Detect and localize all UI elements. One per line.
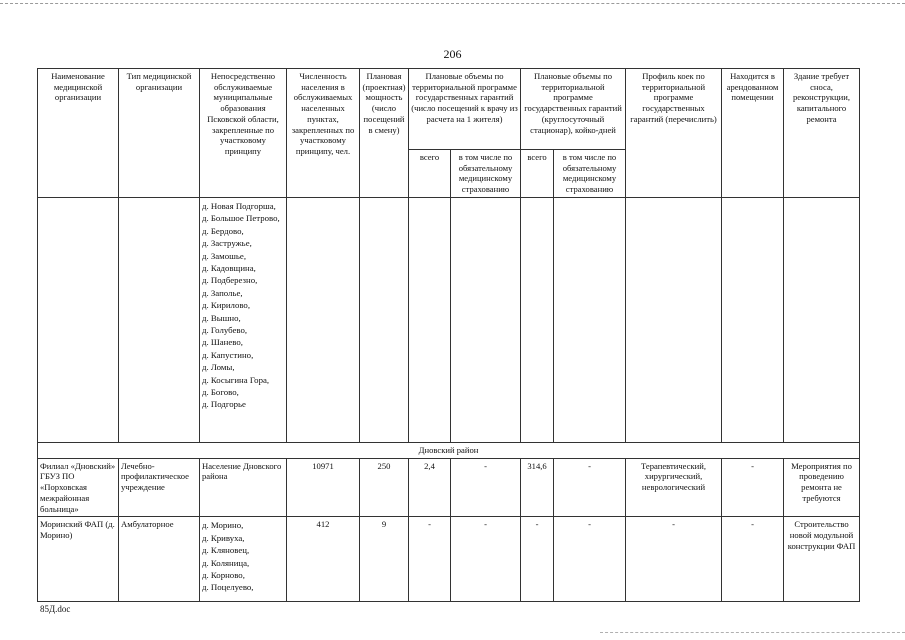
header-inpatient: Плановые объемы по территориальной программе государственных гарантий (круглосуточный стационар), койко-дней <box>521 69 626 150</box>
village-item: д. Бердово, <box>202 225 244 236</box>
village-item: д. Вышно, <box>202 312 241 323</box>
org-type: Амбулаторное <box>119 517 200 602</box>
served-area: Население Дновского района <box>200 458 287 517</box>
village-item: д. Морино, <box>202 520 244 531</box>
region-name: Дновский район <box>38 442 860 458</box>
org-name: Филиал «Дновский» ГБУЗ ПО «Порховская межрайонная больница» <box>38 458 119 517</box>
village-item: д. Поцелуево, <box>202 582 254 593</box>
visits-oms: - <box>451 458 521 517</box>
village-item: д. Подгорье <box>202 399 246 410</box>
village-item: д. Большое Петрово, <box>202 213 280 224</box>
header-leased: Находится в арендованном помещении <box>722 69 784 198</box>
header-inpatient-total: всего <box>521 150 554 198</box>
header-repair: Здание требует сноса, реконструкции, капитального ремонта <box>784 69 860 198</box>
header-org-name: Наименование медицинской организации <box>38 69 119 198</box>
medical-organizations-table <box>37 68 860 602</box>
village-list <box>202 200 284 411</box>
header-inpatient-oms: в том числе по обязательному медицинскому страхованию <box>554 150 626 198</box>
page-number: 206 <box>443 47 462 61</box>
village-item: д. Богово, <box>202 387 239 398</box>
leased-value: - <box>722 517 784 602</box>
village-item: д. Кирилово, <box>202 300 251 311</box>
visits-oms: - <box>451 517 521 602</box>
bed-profile: - <box>626 517 722 602</box>
population-value: 10971 <box>287 458 360 517</box>
scan-edge-top <box>0 3 905 5</box>
population-value: 412 <box>287 517 360 602</box>
capacity-value: 250 <box>360 458 409 517</box>
repair-value: Строительство новой модульной конструкции ФАП <box>784 517 860 602</box>
village-item: д. Корново, <box>202 569 245 580</box>
header-municipalities: Непосредственно обслуживаемые муниципальные образования Псковской области, закрепленные по участковому принципу <box>200 69 287 198</box>
beds-oms: - <box>554 458 626 517</box>
village-item: д. Замошье, <box>202 250 247 261</box>
village-item: д. Кривуха, <box>202 532 245 543</box>
village-item: д. Новая Подгорша, <box>202 200 276 211</box>
header-outpatient-total: всего <box>409 150 451 198</box>
village-item: д. Заполье, <box>202 287 243 298</box>
header-capacity: Плановая (проектная) мощность (число посещений в смену) <box>360 69 409 198</box>
leased-value: - <box>722 458 784 517</box>
visits-total: - <box>409 517 451 602</box>
table-row <box>38 458 860 517</box>
beds-oms: - <box>554 517 626 602</box>
village-item: д. Подберезно, <box>202 275 258 286</box>
village-item: д. Капустино, <box>202 349 254 360</box>
header-bed-profile: Профиль коек по территориальной программе государственных гарантий (перечислить) <box>626 69 722 198</box>
bed-profile: Терапевтический, хирургический, неврологический <box>626 458 722 517</box>
header-row-1 <box>38 69 860 150</box>
beds-total: 314,6 <box>521 458 554 517</box>
served-villages-cell <box>200 517 287 602</box>
village-item: д. Застружье, <box>202 238 252 249</box>
header-population: Численность населения в обслуживаемых населенных пунктах, закрепленных по участковому принципу, чел. <box>287 69 360 198</box>
village-item: д. Голубево, <box>202 325 248 335</box>
village-item: д. Кляновец, <box>202 545 250 556</box>
village-item: д. Кадовщина, <box>202 262 256 273</box>
region-row <box>38 442 860 458</box>
repair-value: Мероприятия по проведению ремонта не требуются <box>784 458 860 517</box>
header-org-type: Тип медицинской организации <box>119 69 200 198</box>
visits-total: 2,4 <box>409 458 451 517</box>
scan-edge-bottom <box>600 632 905 634</box>
header-outpatient: Плановые объемы по территориальной программе государственных гарантий (число посещений к врачу из расчета на 1 жителя) <box>409 69 521 150</box>
org-name: Моринский ФАП (д. Морино) <box>38 517 119 602</box>
village-item: д. Шанево, <box>202 337 243 348</box>
village-item: д. Ломы, <box>202 362 235 373</box>
beds-total: - <box>521 517 554 602</box>
continuation-villages-cell <box>200 197 287 442</box>
village-list <box>202 519 284 593</box>
table-row <box>38 517 860 602</box>
capacity-value: 9 <box>360 517 409 602</box>
village-item: д. Косыгина Гора, <box>202 374 270 385</box>
continuation-row <box>38 197 860 442</box>
org-type: Лечебно-профилактическое учреждение <box>119 458 200 517</box>
village-item: д. Коляница, <box>202 557 250 568</box>
header-outpatient-oms: в том числе по обязательному медицинскому страхованию <box>451 150 521 198</box>
document-filename: 85Д.doc <box>40 604 71 614</box>
